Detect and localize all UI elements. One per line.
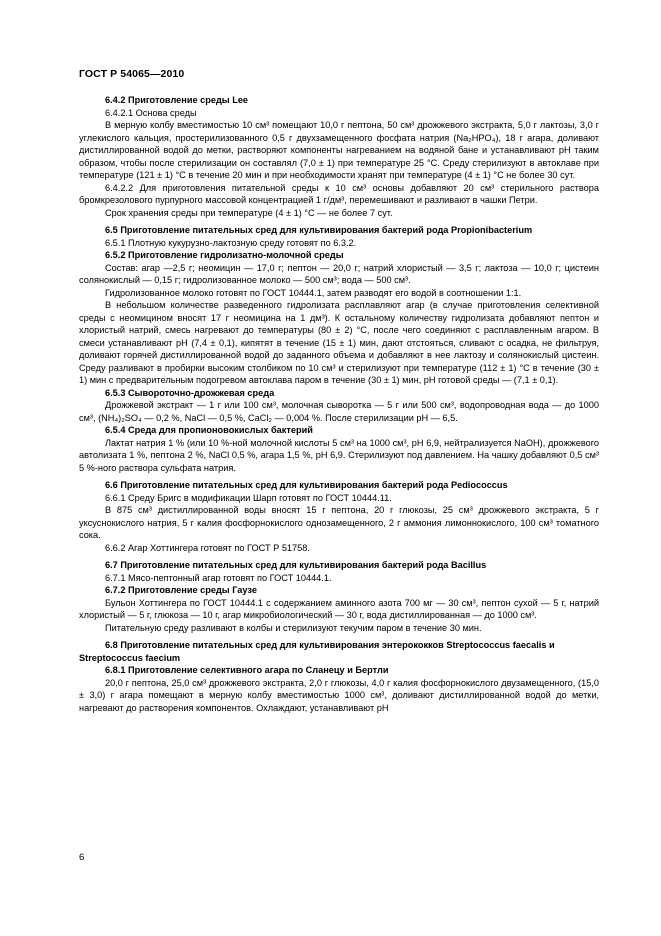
paragraph: 6.6.2 Агар Хоттингера готовят по ГОСТ Р 51758. [105,542,310,553]
page-number: 6 [79,852,85,863]
paragraph: В 875 см³ дистиллированной воды вносят 15 г пептона, 20 г глюкозы, 25 см³ дрожжевого экстракта, 5 г уксуснокислого натрия, 5 г калия фосфорнокислого однозамещенного, 2 г аммония лимоннокислого, 100 см³ томатного сока. [79,505,599,540]
paragraph: 6.4.2.1 Основа среды [105,107,197,118]
paragraph: 6.5.1 Плотную кукурузно-лактозную среду готовят по 6.3.2. [105,237,357,248]
paragraph: Питательную среду разливают в колбы и стерилизуют текучим паром в течение 30 мин. [105,622,482,633]
subsection-heading: 6.5.4 Среда для пропионовокислых бактерий [105,425,313,435]
subsection-heading: 6.8.1 Приготовление селективного агара по Сланецу и Бертли [105,665,389,675]
section-heading: 6.5 Приготовление питательных сред для культивирования бактерий рода Propionibacterium [105,225,533,235]
paragraph: Лактат натрия 1 % (или 10 %-ной молочной кислоты 5 см³ на 1000 см³, pH 6,9, нейтрализуется NaOH), дрожжевого автолизата 1 %, пептона 2 %, NaCl 0,5 %, агара 1,5 %, pH 6,9. Стерилизуют под давлением. На чашку добавляют 0,5 см³ 5 %-ного раствора сульфата натрия. [79,437,599,473]
paragraph: В мерную колбу вместимостью 10 см³ помещают 10,0 г пептона, 50 см³ дрожжевого экстракта, 5,0 г лактозы, 3,0 г углекислого кальция, простерилизованного 0,5 г двухзамещенного фосфата натрия (Na₂HPO₄), 18 г агара, доливают дистиллированной водой до метки, растворяют компоненты нагреванием на водяной бане и устанавливают pH таким образом, чтобы после стерилизации он составлял (7,0 ± 1) при температуре 25 °С. Среду стерилизуют в автоклаве при температуре (121 ± 1) °С в течение 20 мин и при необходимости хранят при температуре (4 ± 1) °С не более 30 сут. [79,120,599,180]
subsection-heading: 6.5.3 Сывороточно-дрожжевая среда [105,387,275,398]
paragraph: Срок хранения среды при температуре (4 ± 1) °С — не более 7 сут. [105,207,393,218]
paragraph: 6.6.1 Среду Бригс в модификации Шарп готовят по ГОСТ 10444.11. [105,492,392,503]
paragraph: Дрожжевой экстракт — 1 г или 100 см³, молочная сыворотка — 5 г или 500 см³, водопроводная вода — до 1000 см³, (NH₄)₂SO₄ — 0,2 %, NaCl — 0,5 %, CaCl₂ — 0,004 %. После стерилизации pH — 6,5. [79,400,599,423]
subsection-heading: 6.5.2 Приготовление гидролизатно-молочной среды [105,250,344,260]
section-heading: 6.7 Приготовление питательных сред для культивирования бактерий рода Bacillus [105,560,487,570]
paragraph: В небольшом количестве разведенного гидролизата расплавляют агар (в случае приготовления селективной среды с неомицином вносят 17 г неомицина на 1 дм³). К остальному количеству гидролизата добавляют пептон и хлористый натрий, смесь нагревают до температуры (80 ± 2) °С, после чего соединяют с расплавленным агаром. В смеси устанавливают pH (7,4 ± 0,1), кипятят в течение (15 ± 1) мин, дают отстояться, сливают с осадка, не фильтруя, доливают горячей дистиллированной водой до заданного объема и добавляют в нее лактозу и солянокислый цистеин. Среду разливают в пробирки высоким столбиком по 10 см³ и стерилизуют при температуре (112 ± 1) °С в течение (30 ± 1) мин с предварительным подогревом автоклава паром в течение (30 ± 1) мин, pH готовой среды — (7,1 ± 0,1). [79,300,599,385]
document-body [79,94,599,714]
paragraph: 6.4.2.2 Для приготовления питательной среды к 10 см³ основы добавляют 20 см³ стерильного раствора бромкрезолового пурпурного массовой концентрацией 1 г/дм³, перемешивают и разливают в чашки Петри. [79,182,599,205]
paragraph: Гидролизованное молоко готовят по ГОСТ 10444.1, затем разводят его водой в соотношении 1:1. [105,287,522,298]
subsection-heading: 6.4.2 Приготовление среды Lee [105,95,249,105]
paragraph: 20,0 г пептона, 25,0 см³ дрожжевого экстракта, 2,0 г глюкозы, 4,0 г калия фосфорнокислого двузамещенного, (15,0 ± 3,0) г агара помещают в мерную колбу вместимостью 1000 см³, доливают дистиллированной водой до метки, нагревают до растворения компонентов. Охлаждают, устанавливают pH [79,677,599,713]
paragraph: Бульон Хоттингера по ГОСТ 10444.1 с содержанием аминного азота 700 мг — 30 см³, пептон сухой — 5 г, натрий хлористый — 5 г, глюкоза — 10 г, агар микробиологический — 30 г, вода дистиллированная — до 1000 см³. [79,597,599,620]
section-heading: 6.6 Приготовление питательных сред для культивирования бактерий рода Pediococcus [105,480,508,490]
paragraph: Состав: агар —2,5 г; неомицин — 17,0 г; пептон — 20,0 г; натрий хлористый — 3,5 г; лактоза — 10,0 г; цистеин солянокислый — 0,15 г; гидролизованное молоко — 500 см³; вода — 500 см³. [79,262,599,285]
subsection-heading: 6.7.2 Приготовление среды Гаузе [105,585,257,595]
document-header: ГОСТ Р 54065—2010 [79,68,185,80]
section-heading: 6.8 Приготовление питательных сред для культивирования энтерококков Streptococcus faecalis и Streptococcus faecium [79,640,555,663]
paragraph: 6.7.1 Мясо-пептонный агар готовят по ГОСТ 10444.1. [105,572,332,583]
